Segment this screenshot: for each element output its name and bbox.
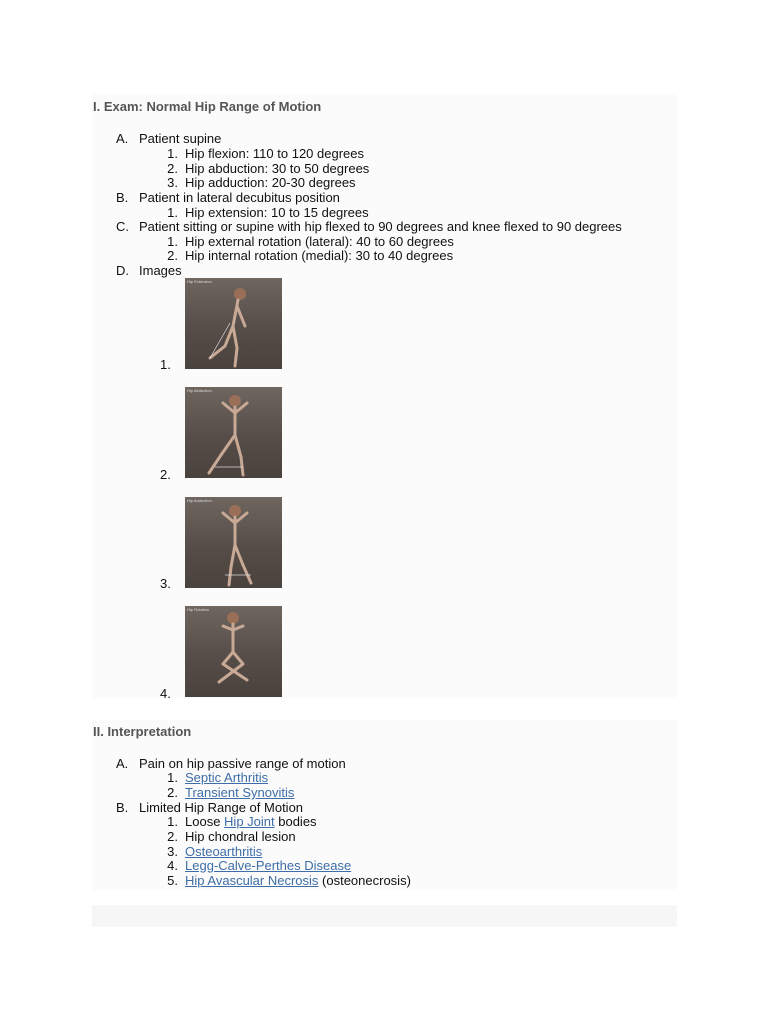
outline-text: Pain on hip passive range of motion: [139, 756, 346, 771]
list-marker: 2.: [167, 248, 178, 263]
outline-item-a: [116, 756, 346, 771]
list-text: Hip extension: 10 to 15 degrees: [185, 205, 369, 220]
list-item: [167, 146, 364, 161]
image-marker: 3.: [160, 576, 171, 591]
outline-marker: D.: [116, 263, 129, 278]
list-marker: 1.: [167, 146, 178, 161]
outline-text: Images: [139, 263, 182, 278]
list-marker: 1.: [167, 234, 178, 249]
image-marker: 2.: [160, 467, 171, 482]
image-caption: Hip Rotation: [187, 607, 210, 612]
section-1-heading: I. Exam: Normal Hip Range of Motion: [93, 99, 322, 114]
outline-marker: B.: [116, 190, 129, 205]
list-item: [167, 829, 296, 844]
list-marker: 2.: [167, 161, 178, 176]
hip-rotation-image: [185, 606, 282, 697]
image-marker: 1.: [160, 357, 171, 372]
list-item: [167, 205, 369, 220]
outline-text: Patient sitting or supine with hip flexed to 90 degrees and knee flexed to 90 degrees: [139, 219, 622, 234]
hip-extension-image: [185, 278, 282, 369]
list-text: Loose: [185, 814, 225, 829]
outline-text: Limited Hip Range of Motion: [139, 800, 304, 815]
list-marker: 1.: [167, 770, 178, 785]
transient-synovitis-link[interactable]: Transient Synovitis: [185, 785, 295, 800]
skeleton-figure: [185, 278, 282, 369]
hip-joint-link[interactable]: Hip Joint: [224, 814, 275, 829]
outline-item-b: [116, 800, 304, 815]
list-marker: 1.: [167, 814, 178, 829]
legg-calve-perthes-link[interactable]: Legg-Calve-Perthes Disease: [185, 858, 352, 873]
list-item: [167, 770, 269, 785]
outline-item-c: [116, 219, 622, 234]
footer-band: [92, 905, 677, 927]
outline-marker: A.: [116, 131, 129, 146]
image-caption: Hip Abduction: [187, 388, 212, 393]
section-1-background: [92, 94, 677, 698]
list-marker: 3.: [167, 175, 178, 190]
outline-item-a: [116, 131, 222, 146]
list-item: [167, 785, 295, 800]
list-item: [167, 814, 317, 829]
outline-marker: C.: [116, 219, 129, 234]
list-marker: 2.: [167, 785, 178, 800]
list-text: Hip external rotation (lateral): 40 to 60 degrees: [185, 234, 454, 249]
list-text: Hip abduction: 30 to 50 degrees: [185, 161, 370, 176]
outline-text: Patient supine: [139, 131, 222, 146]
list-text: Hip adduction: 20-30 degrees: [185, 175, 356, 190]
outline-item-b: [116, 190, 340, 205]
list-item: [167, 248, 454, 263]
skeleton-figure: [185, 606, 282, 697]
list-item: [167, 858, 352, 873]
list-marker: 2.: [167, 829, 178, 844]
list-item: [167, 175, 356, 190]
list-item: [167, 161, 370, 176]
image-marker: 4.: [160, 686, 171, 701]
outline-marker: B.: [116, 800, 129, 815]
outline-item-d: [116, 263, 182, 278]
list-marker: 5.: [167, 873, 178, 888]
outline-marker: A.: [116, 756, 129, 771]
image-caption: Hip Extension: [187, 279, 212, 284]
list-marker: 4.: [167, 858, 178, 873]
hip-adduction-image: [185, 497, 282, 588]
list-text: bodies: [274, 814, 317, 829]
list-text: Hip internal rotation (medial): 30 to 40 degrees: [185, 248, 454, 263]
list-item: [167, 873, 411, 888]
hip-abduction-image: [185, 387, 282, 478]
list-item: [167, 844, 263, 859]
section-2-heading: II. Interpretation: [93, 724, 192, 739]
septic-arthritis-link[interactable]: Septic Arthritis: [185, 770, 269, 785]
osteoarthritis-link[interactable]: Osteoarthritis: [185, 844, 263, 859]
list-marker: 3.: [167, 844, 178, 859]
hip-avascular-necrosis-link[interactable]: Hip Avascular Necrosis: [185, 873, 319, 888]
list-text: (osteonecrosis): [318, 873, 411, 888]
list-marker: 1.: [167, 205, 178, 220]
list-text: Hip flexion: 110 to 120 degrees: [185, 146, 364, 161]
list-text: Hip chondral lesion: [185, 829, 296, 844]
list-item: [167, 234, 454, 249]
skeleton-figure: [185, 497, 282, 588]
outline-text: Patient in lateral decubitus position: [139, 190, 340, 205]
image-caption: Hip Adduction: [187, 498, 212, 503]
skeleton-figure: [185, 387, 282, 478]
